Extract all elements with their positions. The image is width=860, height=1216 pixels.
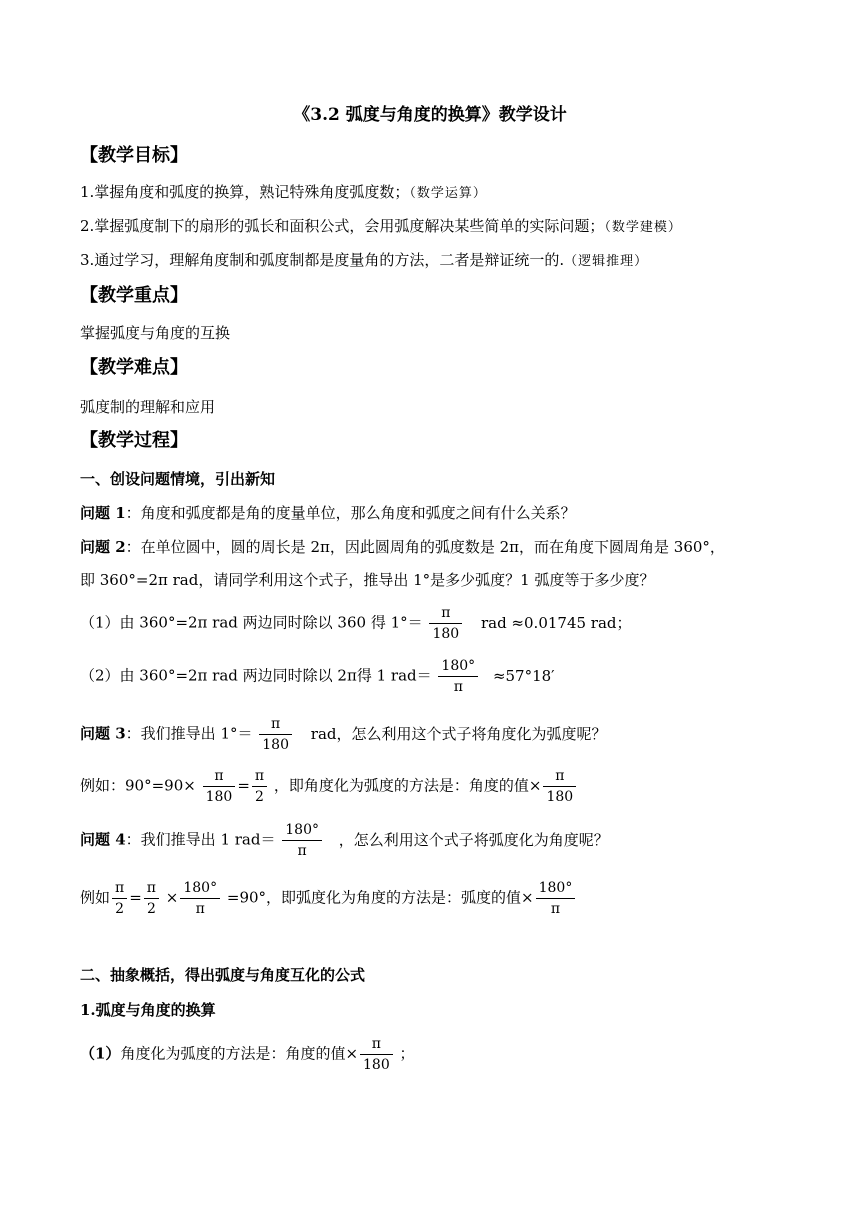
times-sign: ×	[165, 888, 179, 907]
process-heading: 【教学过程】	[80, 430, 188, 451]
denominator: π	[550, 901, 561, 917]
question-1	[80, 503, 576, 523]
numerator: π	[203, 766, 236, 787]
fraction-180deg-over-pi	[282, 820, 322, 861]
question-4-label: 问题 4	[80, 830, 126, 849]
derivation-1	[80, 603, 632, 644]
question-2-continued: 即 360°=2π rad，请同学利用这个式子，推导出 1°是多少弧度？1 弧度等于多少度？	[80, 571, 655, 589]
fraction-pi-over-2	[144, 878, 159, 919]
goal-3	[80, 250, 648, 272]
goal-2-text: 2.掌握弧度制下的扇形的弧长和面积公式，会用弧度解决某些简单的实际问题；	[80, 217, 605, 235]
subsection-1-heading: 1.弧度与角度的换算	[80, 1001, 216, 1019]
fraction-pi-over-180	[203, 766, 236, 807]
example-1-tail: ，即角度化为弧度的方法是：角度的值×	[273, 776, 542, 795]
difficult-heading: 【教学难点】	[80, 357, 188, 378]
fraction-pi-over-180	[259, 714, 292, 755]
example-1-lead: 例如：90°=90×	[80, 776, 196, 795]
goal-3-text: 3.通过学习，理解角度制和弧度制都是度量角的方法，二者是辩证统一的.	[80, 251, 565, 269]
question-3-label: 问题 3	[80, 724, 126, 743]
section-1-heading: 一、创设问题情境，引出新知	[80, 470, 276, 488]
example-2-lead: 例如	[80, 888, 111, 907]
numerator: π	[144, 878, 159, 899]
section-2-heading: 二、抽象概括，得出弧度与角度互化的公式	[80, 966, 366, 984]
question-4-tail: ，怎么利用这个式子将弧度化为角度呢？	[338, 830, 609, 849]
equals-sign: =	[129, 888, 142, 907]
goal-1-tag: （数学运算）	[409, 186, 487, 201]
fraction-180deg-over-pi	[180, 878, 220, 919]
question-4	[80, 820, 609, 861]
difficult-text: 弧度制的理解和应用	[80, 398, 216, 416]
denominator: 2	[255, 789, 264, 805]
goals-heading: 【教学目标】	[80, 145, 188, 166]
method-1-label: （1）	[80, 1044, 121, 1063]
fraction-180deg-over-pi	[438, 656, 478, 697]
denominator: π	[195, 901, 205, 917]
goal-3-tag: （逻辑推理）	[564, 254, 649, 269]
question-1-text: ：角度和弧度都是角的度量单位，那么角度和弧度之间有什么关系？	[125, 504, 576, 522]
numerator: π	[429, 603, 462, 624]
numerator: 180°	[536, 878, 576, 899]
question-1-label: 问题 1	[80, 504, 126, 522]
goal-1-text: 1.掌握角度和弧度的换算，熟记特殊角度弧度数；	[80, 183, 410, 201]
denominator: 180	[262, 737, 289, 753]
numerator: π	[259, 714, 292, 735]
fraction-pi-over-2	[112, 878, 127, 919]
denominator: 180	[205, 789, 233, 805]
numerator: π	[112, 878, 127, 899]
equals-sign: =	[237, 776, 250, 795]
goal-2	[80, 216, 682, 238]
derivation-2-lead: （2）由 360°=2π rad 两边同时除以 2π得 1 rad＝	[80, 666, 432, 685]
example-2	[80, 878, 577, 919]
numerator: 180°	[180, 878, 220, 899]
denominator: π	[453, 679, 463, 695]
question-4-lead: ：我们推导出 1 rad＝	[125, 830, 276, 849]
fraction-pi-over-180	[543, 766, 576, 807]
derivation-2-tail: ≈57°18′	[492, 666, 555, 685]
fraction-pi-over-180	[360, 1034, 393, 1075]
goal-1	[80, 182, 487, 204]
key-text: 掌握弧度与角度的互换	[80, 324, 231, 342]
goal-2-tag: （数学建模）	[604, 220, 682, 235]
derivation-1-lead: （1）由 360°=2π rad 两边同时除以 360 得 1°＝	[80, 613, 423, 632]
denominator: 2	[146, 901, 156, 917]
derivation-1-tail: rad ≈0.01745 rad；	[480, 613, 632, 632]
method-1-tail: ；	[399, 1044, 415, 1063]
fraction-pi-over-180	[429, 603, 462, 644]
numerator: π	[252, 766, 267, 787]
method-1	[80, 1034, 415, 1075]
denominator: π	[297, 843, 307, 859]
question-2-label: 问题 2	[80, 538, 126, 556]
denominator: 2	[115, 901, 125, 917]
example-1	[80, 766, 578, 807]
denominator: 180	[363, 1057, 390, 1073]
fraction-180deg-over-pi	[536, 878, 576, 919]
question-3-lead: ：我们推导出 1°＝	[125, 724, 253, 743]
example-2-tail: =90°，即弧度化为角度的方法是：弧度的值×	[226, 888, 534, 907]
denominator: 180	[432, 626, 460, 642]
numerator: 180°	[438, 656, 478, 677]
question-2	[80, 537, 725, 557]
numerator: 180°	[282, 820, 322, 841]
question-3	[80, 714, 607, 755]
numerator: π	[360, 1034, 393, 1055]
fraction-pi-over-2	[252, 766, 267, 807]
document-title: 《3.2 弧度与角度的换算》教学设计	[293, 105, 567, 125]
numerator: π	[543, 766, 576, 787]
question-3-tail: rad，怎么利用这个式子将角度化为弧度呢？	[310, 724, 607, 743]
method-1-text: 角度化为弧度的方法是：角度的值×	[120, 1044, 359, 1063]
key-heading: 【教学重点】	[80, 285, 188, 306]
question-2-text: ：在单位圆中，圆的周长是 2π，因此圆周角的弧度数是 2π，而在角度下圆周角是 360°，	[125, 538, 725, 556]
denominator: 180	[546, 789, 574, 805]
derivation-2	[80, 656, 555, 697]
